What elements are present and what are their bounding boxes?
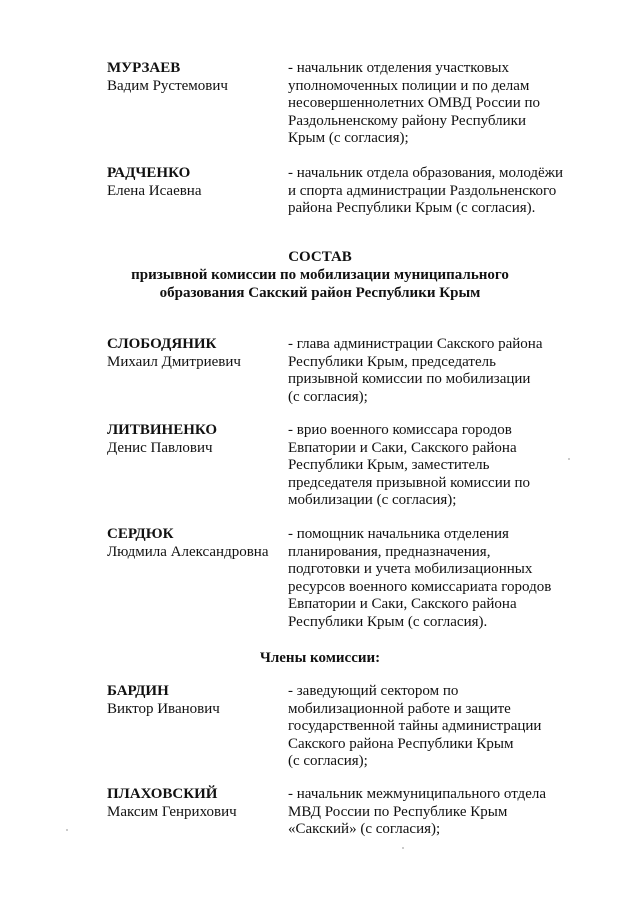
member-surname: МУРЗАЕВ — [107, 60, 181, 76]
member-name — [107, 786, 287, 821]
member-name — [107, 336, 287, 371]
member-description: - начальник межмуниципального отдела МВД России по Республике Крым «Сакский» (с согласия); — [288, 786, 546, 838]
member-description: - начальник отделения участковых уполномоченных полиции и по делам несовершеннолетних ОМВД России по Раздольненскому району Республики Крым (с согласия); — [288, 60, 541, 147]
member-given-name: Виктор Иванович — [107, 700, 220, 717]
scan-speck — [402, 847, 404, 849]
member-surname: ЛИТВИНЕНКО — [107, 422, 218, 438]
member-given-name: Максим Генрихович — [107, 803, 237, 820]
member-name — [107, 683, 287, 718]
member-surname: СЛОБОДЯНИК — [107, 336, 217, 352]
member-given-name: Людмила Александровна — [107, 543, 269, 560]
member-surname: БАРДИН — [107, 683, 169, 699]
member-given-name: Денис Павлович — [107, 439, 213, 456]
member-given-name: Михаил Дмитриевич — [107, 353, 241, 370]
scan-speck — [66, 829, 68, 831]
section-title: СОСТАВ — [288, 249, 352, 265]
scan-speck — [568, 458, 570, 460]
member-name — [107, 422, 287, 457]
member-surname: СЕРДЮК — [107, 526, 174, 542]
member-description: - заведующий сектором по мобилизационной работе и защите государственной тайны администрации Сакского района Республики Крым (с согласия); — [288, 683, 542, 770]
member-description: - глава администрации Сакского района Республики Крым, председатель призывной комиссии по мобилизации (с согласия); — [288, 336, 543, 405]
member-given-name: Елена Исаевна — [107, 182, 202, 199]
member-given-name: Вадим Рустемович — [107, 77, 228, 94]
members-heading: Члены комиссии: — [259, 650, 381, 666]
member-surname: ПЛАХОВСКИЙ — [107, 786, 218, 802]
member-description: - помощник начальника отделения планирования, предназначения, подготовки и учета мобилизационных ресурсов военного комиссариата городов Евпатории и Саки, Сакского района Республики Крым (с согласия). — [288, 526, 552, 630]
section-subtitle: призывной комиссии по мобилизации муниципального образования Сакский район Республики Крым — [131, 267, 509, 301]
member-name — [107, 526, 287, 561]
member-name — [107, 165, 287, 200]
member-name — [107, 60, 287, 95]
member-surname: РАДЧЕНКО — [107, 165, 191, 181]
member-description: - начальник отдела образования, молодёжи и спорта администрации Раздольненского района Республики Крым (с согласия). — [288, 165, 564, 217]
member-description: - врио военного комиссара городов Евпатории и Саки, Сакского района Республики Крым, заместитель председателя призывной комиссии по мобилизации (с согласия); — [288, 422, 531, 509]
